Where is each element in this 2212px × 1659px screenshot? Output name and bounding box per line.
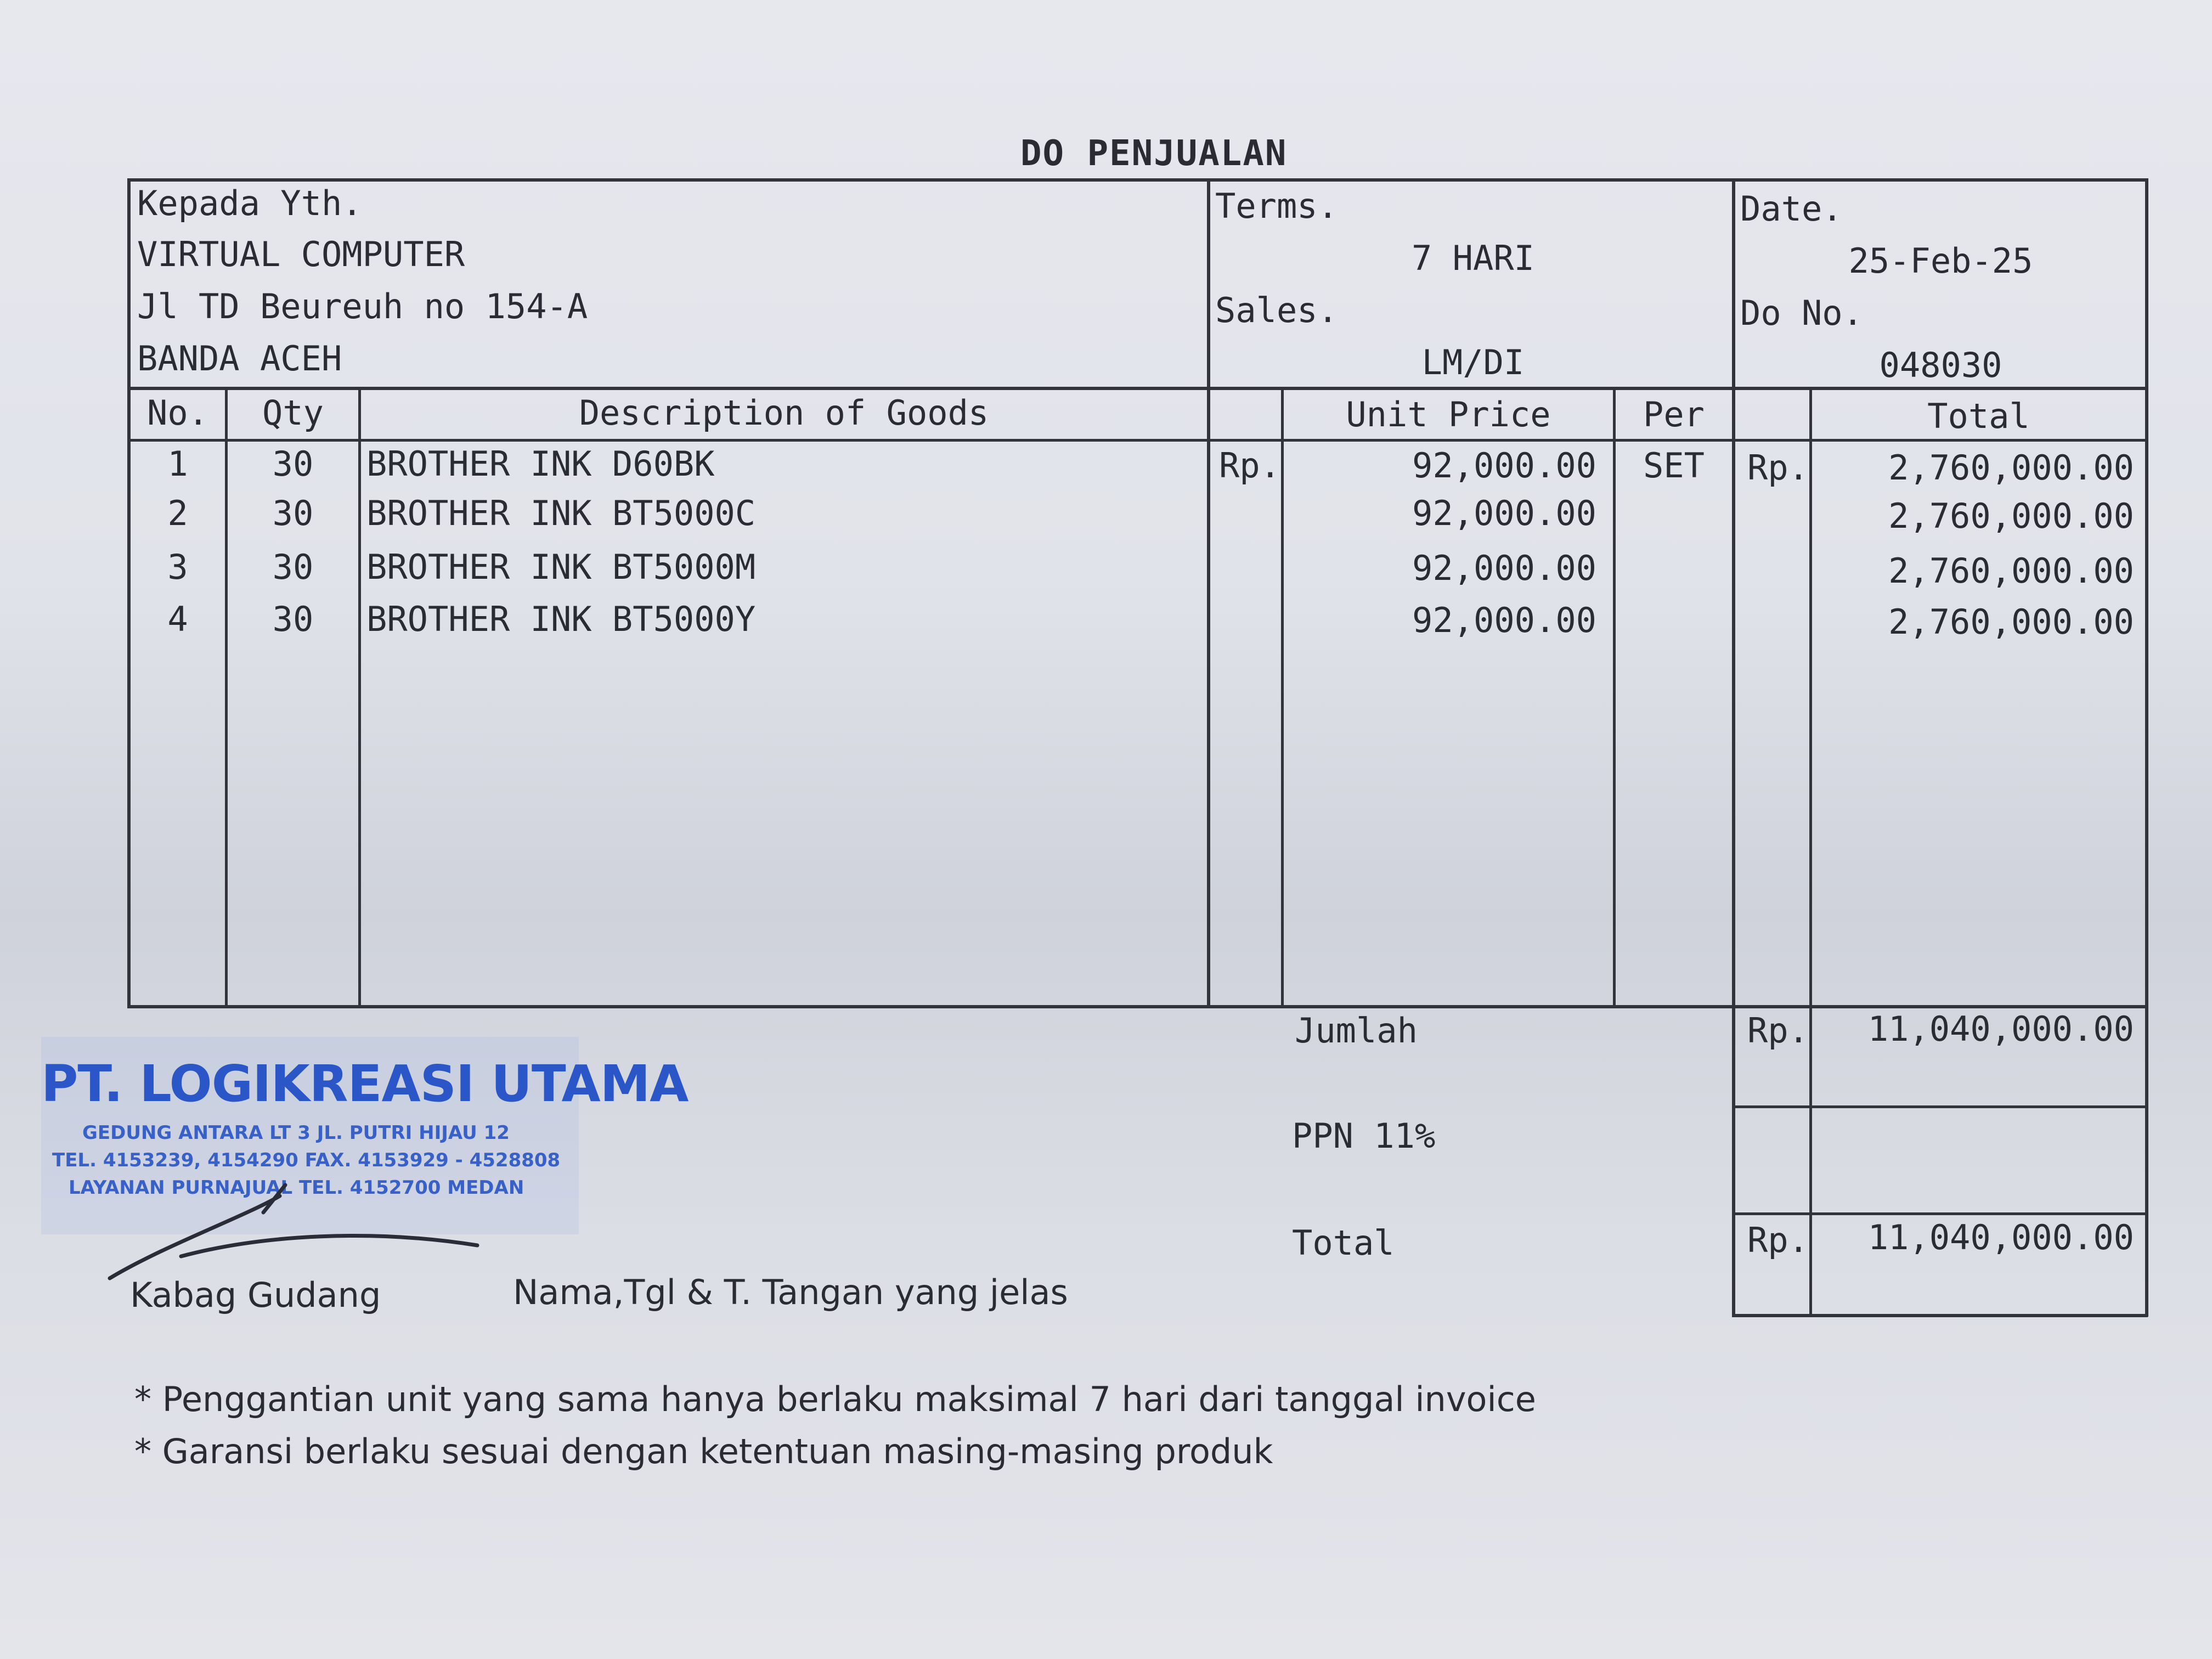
- row-qty: 30: [272, 444, 314, 484]
- row-total: 2,760,000.00: [1888, 496, 2134, 536]
- row-unit-price: 92,000.00: [1412, 548, 1596, 588]
- row-qty: 30: [272, 493, 314, 533]
- signature-mark: [99, 1163, 592, 1289]
- row-description: BROTHER INK BT5000Y: [366, 599, 756, 639]
- col-header-total: Total: [1927, 396, 2030, 436]
- note-warranty: * Garansi berlaku sesuai dengan ketentuan masing-masing produk: [134, 1431, 1273, 1471]
- terms-value: 7 HARI: [1412, 238, 1534, 278]
- document-title: DO PENJUALAN: [1020, 133, 1288, 174]
- stamp-phone: TEL. 4153239, 4154290 FAX. 4153929 - 4528808: [52, 1149, 561, 1171]
- customer-city: BANDA ACEH: [137, 338, 342, 379]
- col-header-unit-price: Unit Price: [1346, 394, 1551, 435]
- row-total-currency: Rp.: [1747, 448, 1809, 488]
- row-unit-price: 92,000.00: [1412, 600, 1596, 640]
- total-value: 11,040,000.00: [1867, 1217, 2134, 1257]
- terms-label: Terms.: [1215, 186, 1338, 226]
- row-qty: 30: [272, 599, 314, 639]
- stamp-company-name: PT. LOGIKREASI UTAMA: [41, 1054, 689, 1113]
- row-description: BROTHER INK D60BK: [366, 444, 715, 484]
- col-header-qty: Qty: [262, 393, 324, 433]
- row-per: SET: [1643, 445, 1705, 486]
- col-header-no: No.: [147, 393, 208, 433]
- stamp-service: LAYANAN PURNAJUAL TEL. 4152700 MEDAN: [69, 1177, 524, 1199]
- row-description: BROTHER INK BT5000C: [366, 493, 756, 533]
- receiver-signature-label: Nama,Tgl & T. Tangan yang jelas: [513, 1272, 1068, 1312]
- row-unit-price: 92,000.00: [1412, 445, 1596, 486]
- row-no: 4: [167, 599, 188, 639]
- sales-value: LM/DI: [1421, 342, 1525, 382]
- row-no: 3: [167, 547, 188, 587]
- row-price-currency: Rp.: [1219, 445, 1280, 486]
- row-total: 2,760,000.00: [1888, 448, 2134, 488]
- jumlah-value: 11,040,000.00: [1867, 1009, 2134, 1049]
- date-label: Date.: [1740, 189, 1843, 229]
- sales-label: Sales.: [1215, 290, 1338, 330]
- row-no: 1: [167, 444, 188, 484]
- note-replacement: * Penggantian unit yang sama hanya berlaku maksimal 7 hari dari tanggal invoice: [134, 1379, 1536, 1419]
- customer-name: VIRTUAL COMPUTER: [137, 234, 465, 274]
- row-unit-price: 92,000.00: [1412, 493, 1596, 533]
- jumlah-currency: Rp.: [1747, 1011, 1809, 1051]
- customer-label: Kepada Yth.: [137, 183, 363, 223]
- col-header-per: Per: [1643, 394, 1705, 435]
- total-currency: Rp.: [1747, 1220, 1809, 1260]
- row-qty: 30: [272, 547, 314, 587]
- customer-address: Jl TD Beureuh no 154-A: [137, 286, 588, 326]
- stamp-address: GEDUNG ANTARA LT 3 JL. PUTRI HIJAU 12: [82, 1122, 510, 1144]
- total-label: Total: [1292, 1223, 1395, 1263]
- row-description: BROTHER INK BT5000M: [366, 547, 756, 587]
- col-header-description: Description of Goods: [579, 393, 989, 433]
- row-total: 2,760,000.00: [1888, 551, 2134, 591]
- do-no-value: 048030: [1879, 345, 2002, 385]
- row-total: 2,760,000.00: [1888, 602, 2134, 642]
- row-no: 2: [167, 493, 188, 533]
- ppn-label: PPN 11%: [1292, 1116, 1436, 1156]
- date-value: 25-Feb-25: [1848, 241, 2033, 281]
- jumlah-label: Jumlah: [1295, 1011, 1418, 1051]
- do-no-label: Do No.: [1740, 293, 1863, 333]
- warehouse-signature-label: Kabag Gudang: [130, 1275, 381, 1315]
